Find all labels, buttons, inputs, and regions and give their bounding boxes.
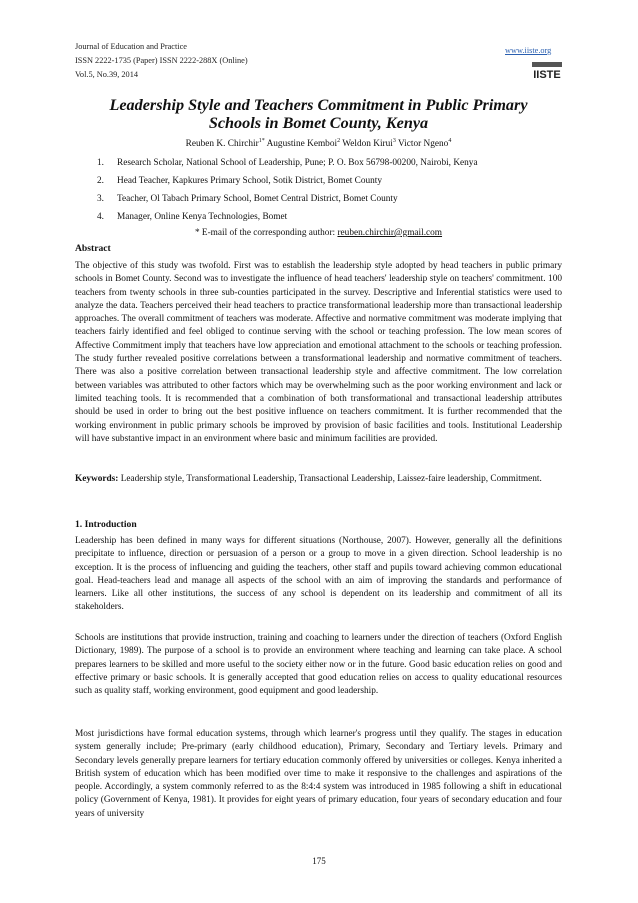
keywords-text: Leadership style, Transformational Leadership, Transactional Leadership, Laissez-faire leadership, Commitment. (118, 474, 542, 484)
introduction-paragraph-1: Leadership has been defined in many ways for different situations (Northouse, 2007). However, generally all the definitions precipitate to influence, direction or persuasion of a person or a group to move in a given direction. School leadership is no exception. It is the process of influencing and guiding the teachers, other staff and pupils toward achieving common educational goal. Head-teachers lead and manage all aspects of the school with an aim of improving the standards and performance of learners. Like all other institutions, the success of any school is dependent on its leadership and commitment of all its stakeholders. (75, 536, 562, 613)
paper-title-line-1: Leadership Style and Teachers Commitment in Public Primary (109, 96, 528, 114)
email-prefix: * E-mail of the corresponding author: (194, 228, 338, 238)
introduction-heading: 1. Introduction (75, 519, 137, 530)
abstract-text: The objective of this study was twofold. First was to establish the leadership style adopted by head teachers in public primary schools in Bomet County. Second was to investigate the influence of head teachers' leadership style on teachers' commitment. 100 teachers from twenty schools in three sub-counties participated in the survey. Descriptive and Inferential statistics were used to analyze the data. Teachers perceived their head teachers to practice transformational leadership more than transactional leadership approaches. The overall commitment of teachers was moderate. Affective and normative commitment was moderate implying that teachers fairly identified and feel obliged to continue serving with the school or teaching profession. The low mean scores of Affective Commitment imply that teachers have low appreciation and emotional attachment to the schools or teaching profession. The study further revealed positive correlations between a transformational leadership and normative commitment of teachers. There was also a positive correlation between transactional leadership style and affective commitment. The low correlation between variables was attributed to other factors which may be overwhelming such as the poor working environment and lack or limited teaching tools. It is recommended that a combination of both transformational and transactional leadership attributes should be used in order to bring out the best positive influence on teachers commitment. It is further recommended that the working environment in public primary schools be improved by provision of basic facilities and tools. Institutional Leadership will have substantive impact in an environment where basic and minimum facilities are provided. (75, 261, 562, 444)
affiliation-number: 3. (97, 194, 104, 204)
affiliation-number: 4. (97, 212, 104, 222)
author-sup: 4 (448, 138, 452, 144)
author-name: Augustine Kemboi (266, 139, 338, 150)
affiliation-text: Teacher, Ol Tabach Primary School, Bomet Central District, Bomet County (117, 194, 398, 204)
author-name: Victor Ngeno (398, 139, 449, 150)
affiliation-text: Research Scholar, National School of Leadership, Pune; P. O. Box 56798-00200, Nairobi, Kenya (117, 158, 478, 168)
author-list (75, 138, 562, 149)
volume-line: Vol.5, No.39, 2014 (75, 70, 138, 79)
affiliation-number: 2. (97, 176, 104, 186)
affiliation-item (97, 175, 382, 187)
keywords (75, 473, 562, 486)
iiste-logo (530, 60, 564, 82)
affiliation-item (97, 157, 478, 169)
abstract-heading: Abstract (75, 243, 111, 254)
issn-line: ISSN 2222-1735 (Paper) ISSN 2222-288X (Online) (75, 56, 248, 65)
logo-text: IISTE (533, 69, 561, 81)
author-sup: 1* (258, 138, 265, 144)
page-number: 175 (312, 856, 326, 866)
corresponding-email (75, 228, 562, 238)
keywords-label: Keywords: (75, 474, 119, 484)
affiliation-text: Head Teacher, Kapkures Primary School, Sotik District, Bomet County (117, 176, 383, 186)
introduction-paragraph-2: Schools are institutions that provide instruction, training and coaching to learners under the direction of teachers (Oxford English Dictionary, 1989). The purpose of a school is to provide an environment where teaching and learning can take place. A school prepares learners to be skilled and more useful to the society either now or in the future. Good basic education relies on good and effective primary or basic schools. It is generally accepted that good education relies on access to quality educational resources such as quality staff, working environment, good equipment and good leadership. (75, 633, 562, 697)
affiliation-number: 1. (97, 158, 104, 168)
affiliation-item (97, 211, 287, 223)
introduction-paragraph-3: Most jurisdictions have formal education systems, through which learner's progress until they qualify. The stages in education system generally include; Pre-primary (early childhood education), Primary, Secondary and Tertiary levels. Primary and Secondary levels generally prepare learners for tertiary education commonly offered by universities or colleges. Kenya inherited a British system of education which has been modified over time to make it responsive to the challenges and aspirations of the people. Accordingly, a system commonly referred to as the 8:4:4 system was introduced in 1985 following a shift in educational policy (Government of Kenya, 1981). It provides for eight years of primary education, four years of secondary education and four years of university (75, 729, 562, 819)
author-sup: 3 (392, 138, 396, 144)
journal-url-link[interactable]: www.iiste.org (505, 46, 552, 55)
author-name: Weldon Kirui (342, 139, 393, 150)
paper-title (75, 96, 562, 132)
email-address-link[interactable]: reuben.chirchir@gmail.com (337, 228, 443, 238)
author-name: Reuben K. Chirchir (185, 139, 259, 150)
affiliation-item (97, 193, 398, 205)
affiliation-text: Manager, Online Kenya Technologies, Bomet (117, 212, 288, 222)
author-sup: 2 (337, 138, 341, 144)
paper-title-line-2: Schools in Bomet County, Kenya (208, 114, 429, 132)
journal-name: Journal of Education and Practice (75, 42, 187, 51)
